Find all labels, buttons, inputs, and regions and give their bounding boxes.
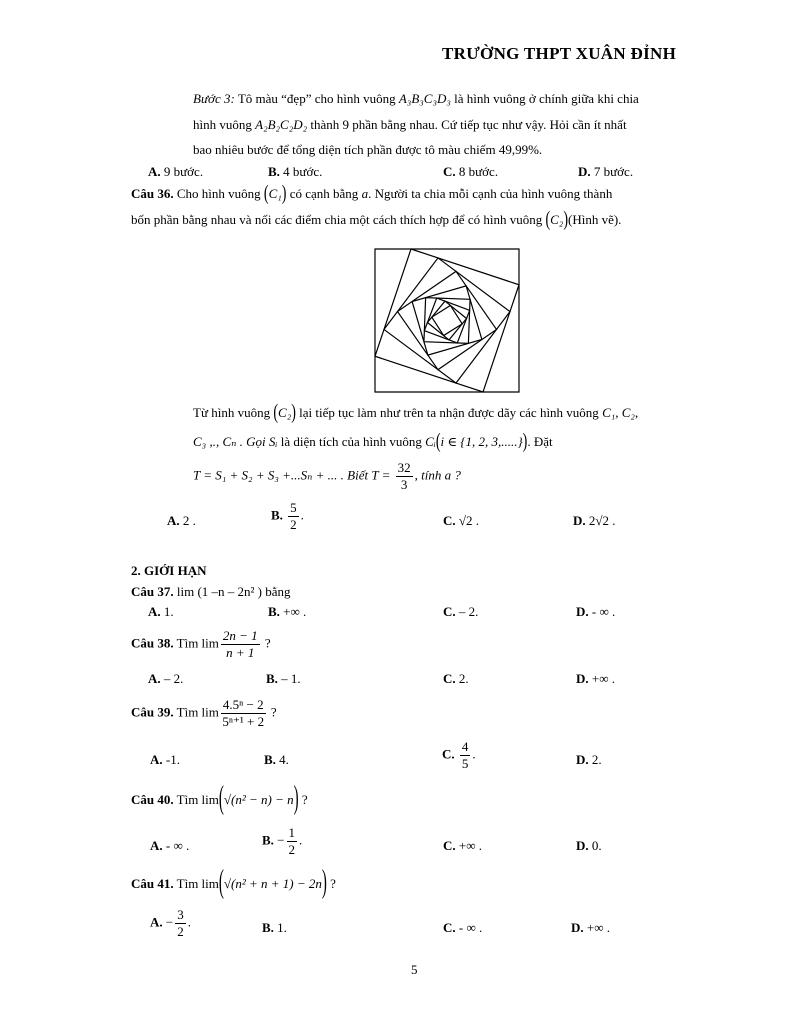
q41-option-a[interactable]: A. − $\frac{3}{2}$ .	[150, 907, 191, 939]
q36-option-d[interactable]: D. 2√2 .	[573, 513, 616, 528]
school-header: TRƯỜNG THPT XUÂN ĐỈNH	[442, 44, 677, 63]
q35-line2: hình vuông A₂B₂C₂D₂ thành 9 phần bằng nhau. Cứ tiếp tục như vậy. Hỏi cần ít nhất	[193, 117, 627, 132]
q35-option-d[interactable]: D. 7 bước.	[578, 164, 634, 179]
q36-option-b[interactable]: B. $\frac{5}{2}$ .	[271, 500, 304, 532]
q38-option-d[interactable]: D. +∞ .	[576, 671, 615, 686]
nested-square-7	[424, 298, 469, 343]
q36-line2: bốn phần bằng nhau và nối các điểm chia một cách thích hợp để có hình vuông (C₂)(Hình vẽ).	[131, 209, 622, 232]
q36-option-a[interactable]: A. 2 .	[167, 513, 196, 528]
q38-option-b[interactable]: B. – 1.	[266, 671, 301, 686]
q39-option-b[interactable]: B. 4.	[264, 752, 289, 767]
nested-square-9	[432, 305, 462, 335]
q38-option-c[interactable]: C. 2.	[443, 671, 469, 686]
q35-option-a[interactable]: A. 9 bước.	[148, 164, 204, 179]
q37-option-a[interactable]: A. 1.	[148, 604, 174, 619]
q36-para3: T = S₁ + S₂ + S₃ +...Sₙ + ... . Biết T = $\frac{32}{3}$ , tính a ?	[193, 460, 461, 492]
q39-option-a[interactable]: A. -1.	[150, 752, 180, 767]
q40-option-a[interactable]: A. - ∞ .	[150, 838, 190, 853]
nested-square-5	[412, 286, 482, 355]
q41-option-d[interactable]: D. +∞ .	[571, 920, 610, 935]
q35-line1: Bước 3: Tô màu “đẹp” cho hình vuông A₃B₃C₃D₃ là hình vuông ở chính giữa khi chia	[193, 91, 639, 106]
nested-square-6	[424, 298, 470, 344]
q40-option-b[interactable]: B. − $\frac{1}{2}$ .	[262, 825, 303, 857]
q35-option-b[interactable]: B. 4 bước.	[268, 164, 323, 179]
q36-line1: Câu 36. Cho hình vuông (C₁) có cạnh bằng a. Người ta chia mỗi cạnh của hình vuông thành	[131, 183, 613, 206]
q41-option-c[interactable]: C. - ∞ .	[443, 920, 483, 935]
q36-para1: Từ hình vuông (C₂) lại tiếp tục làm như trên ta nhận được dãy các hình vuông C₁, C₂,	[193, 402, 639, 425]
nested-square-4	[398, 271, 497, 369]
step-label: Bước 3:	[193, 91, 235, 106]
nested-square-3	[384, 258, 510, 383]
q38-option-a[interactable]: A. – 2.	[148, 671, 184, 686]
q40-option-c[interactable]: C. +∞ .	[443, 838, 482, 853]
nested-square-2	[375, 249, 519, 392]
q40-stem: Câu 40. Tìm lim(√(n² − n) − n) ?	[131, 781, 308, 817]
nested-squares-figure	[373, 247, 521, 394]
q36-option-c[interactable]: C. √2 .	[443, 513, 480, 528]
q39-stem: Câu 39. Tìm lim $\frac{\text{4.5ⁿ − 2}}{\text{5ⁿ⁺¹ + 2}}$ ?	[131, 697, 277, 729]
q39-option-c[interactable]: C. $\frac{4}{5}$ .	[442, 739, 476, 771]
q39-option-d[interactable]: D. 2.	[576, 752, 602, 767]
q37-option-d[interactable]: D. - ∞ .	[576, 604, 616, 619]
q38-stem: Câu 38. Tìm lim $\frac{2n - 1}{n + 1}$ ?	[131, 628, 271, 660]
q36-label: Câu 36.	[131, 186, 174, 201]
nested-square-1	[375, 249, 519, 392]
q35-line3: bao nhiêu bước để tổng diện tích phần được tô màu chiếm 49,99%.	[193, 142, 543, 157]
q37-stem: Câu 37. lim (1 –n – 2n² ) bằng	[131, 584, 291, 599]
section-title: 2. GIỚI HẠN	[131, 563, 207, 578]
page-number: 5	[411, 962, 418, 977]
q41-stem: Câu 41. Tìm lim(√(n² + n + 1) − 2n) ?	[131, 865, 336, 901]
q41-option-b[interactable]: B. 1.	[262, 920, 287, 935]
q37-option-b[interactable]: B. +∞ .	[268, 604, 307, 619]
q35-option-c[interactable]: C. 8 bước.	[443, 164, 499, 179]
q37-option-c[interactable]: C. – 2.	[443, 604, 479, 619]
q40-option-d[interactable]: D. 0.	[576, 838, 602, 853]
q36-para2: C₃ ,., Cₙ . Gọi Sᵢ là diện tích của hình vuông Cᵢ(i ∈ {1, 2, 3,.....}). Đặt	[193, 431, 553, 454]
